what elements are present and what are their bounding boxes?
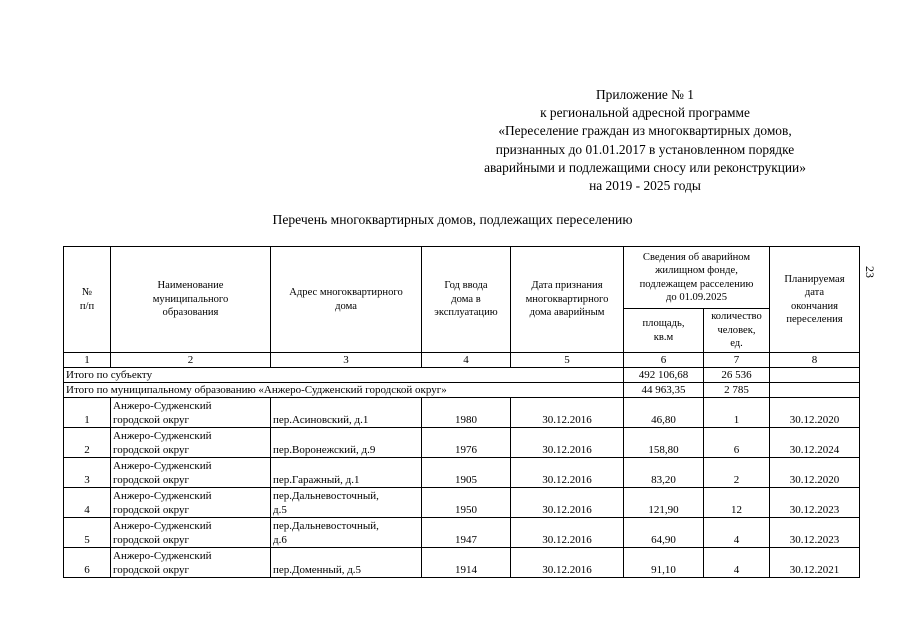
header-area: площадь, кв.м: [624, 309, 704, 353]
total-subject-row: [64, 368, 860, 383]
empty-cell: [770, 368, 860, 383]
row-end-date: 30.12.2020: [770, 458, 860, 488]
row-area: 158,80: [624, 428, 704, 458]
column-number-row: [64, 353, 860, 368]
column-number: 5: [511, 353, 624, 368]
row-end-date: 30.12.2023: [770, 488, 860, 518]
total-subject-people: 26 536: [704, 368, 770, 383]
appendix-header: [440, 86, 850, 195]
row-address: пер.Дальневосточный, д.6: [271, 518, 422, 548]
row-year: 1980: [422, 398, 511, 428]
row-num: 3: [64, 458, 111, 488]
header-year: Год ввода дома в эксплуатацию: [422, 247, 511, 353]
total-subject-label: Итого по субъекту: [64, 368, 624, 383]
appendix-line: на 2019 - 2025 годы: [589, 178, 701, 194]
table-row: [64, 548, 860, 578]
row-year: 1905: [422, 458, 511, 488]
row-date: 30.12.2016: [511, 458, 624, 488]
row-municipality: Анжеро-Судженский городской округ: [111, 398, 271, 428]
row-date: 30.12.2016: [511, 548, 624, 578]
row-people: 2: [704, 458, 770, 488]
column-number: 1: [64, 353, 111, 368]
row-people: 6: [704, 428, 770, 458]
total-municipal-people: 2 785: [704, 383, 770, 398]
row-num: 4: [64, 488, 111, 518]
header-num: № п/п: [64, 247, 111, 353]
row-municipality: Анжеро-Судженский городской округ: [111, 428, 271, 458]
row-year: 1947: [422, 518, 511, 548]
row-municipality: Анжеро-Судженский городской округ: [111, 488, 271, 518]
column-number: 4: [422, 353, 511, 368]
appendix-line: к региональной адресной программе: [540, 105, 750, 121]
total-municipal-row: [64, 383, 860, 398]
table-row: [64, 458, 860, 488]
row-people: 4: [704, 518, 770, 548]
total-municipal-area: 44 963,35: [624, 383, 704, 398]
buildings-table: [63, 246, 860, 578]
appendix-line: «Переселение граждан из многоквартирных домов,: [498, 123, 792, 139]
column-number: 2: [111, 353, 271, 368]
row-municipality: Анжеро-Судженский городской округ: [111, 458, 271, 488]
header-municipality: Наименование муниципального образования: [111, 247, 271, 353]
row-end-date: 30.12.2023: [770, 518, 860, 548]
row-date: 30.12.2016: [511, 428, 624, 458]
row-num: 1: [64, 398, 111, 428]
row-end-date: 30.12.2024: [770, 428, 860, 458]
header-fund-info: Сведения об аварийном жилищном фонде, подлежащем расселению до 01.09.2025: [624, 247, 770, 309]
page-number: 23: [863, 266, 877, 278]
row-end-date: 30.12.2020: [770, 398, 860, 428]
row-address: пер.Гаражный, д.1: [271, 458, 422, 488]
header-row: [64, 247, 860, 309]
total-municipal-label: Итого по муниципальному образованию «Анжеро-Судженский городской округ»: [64, 383, 624, 398]
row-year: 1914: [422, 548, 511, 578]
row-num: 5: [64, 518, 111, 548]
column-number: 3: [271, 353, 422, 368]
header-people: количество человек, ед.: [704, 309, 770, 353]
row-area: 121,90: [624, 488, 704, 518]
table-caption: Перечень многоквартирных домов, подлежащих переселению: [272, 212, 633, 227]
row-people: 1: [704, 398, 770, 428]
table-row: [64, 488, 860, 518]
row-end-date: 30.12.2021: [770, 548, 860, 578]
header-date-recognized: Дата признания многоквартирного дома аварийным: [511, 247, 624, 353]
total-subject-area: 492 106,68: [624, 368, 704, 383]
row-area: 83,20: [624, 458, 704, 488]
row-address: пер.Воронежский, д.9: [271, 428, 422, 458]
row-year: 1976: [422, 428, 511, 458]
row-people: 12: [704, 488, 770, 518]
row-num: 2: [64, 428, 111, 458]
row-area: 64,90: [624, 518, 704, 548]
appendix-line: признанных до 01.01.2017 в установленном порядке: [495, 141, 795, 157]
row-date: 30.12.2016: [511, 398, 624, 428]
column-number: 7: [704, 353, 770, 368]
row-address: пер.Дальневосточный, д.5: [271, 488, 422, 518]
header-planned-date: Планируемая дата окончания переселения: [770, 247, 860, 353]
row-area: 46,80: [624, 398, 704, 428]
appendix-line: аварийными и подлежащими сносу или реконструкции»: [484, 159, 806, 175]
row-num: 6: [64, 548, 111, 578]
row-date: 30.12.2016: [511, 518, 624, 548]
empty-cell: [770, 383, 860, 398]
table-row: [64, 518, 860, 548]
row-date: 30.12.2016: [511, 488, 624, 518]
table-row: [64, 398, 860, 428]
table-row: [64, 428, 860, 458]
header-address: Адрес многоквартирного дома: [271, 247, 422, 353]
row-people: 4: [704, 548, 770, 578]
column-number: 8: [770, 353, 860, 368]
row-municipality: Анжеро-Судженский городской округ: [111, 548, 271, 578]
column-number: 6: [624, 353, 704, 368]
row-address: пер.Асиновский, д.1: [271, 398, 422, 428]
row-area: 91,10: [624, 548, 704, 578]
row-year: 1950: [422, 488, 511, 518]
row-municipality: Анжеро-Судженский городской округ: [111, 518, 271, 548]
row-address: пер.Доменный, д.5: [271, 548, 422, 578]
appendix-line: Приложение № 1: [595, 87, 695, 102]
